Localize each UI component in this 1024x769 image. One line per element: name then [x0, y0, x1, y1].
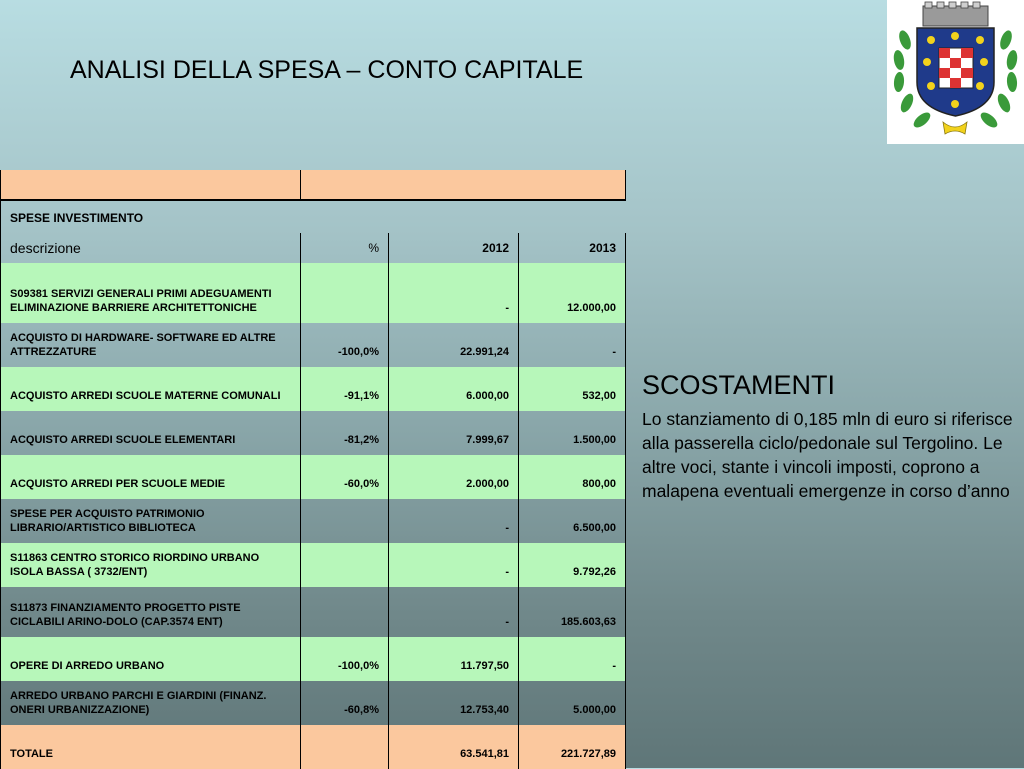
- row-pct: [301, 263, 389, 323]
- table-section-row: [1, 200, 626, 233]
- row-desc: ACQUISTO ARREDI PER SCUOLE MEDIE: [1, 455, 301, 499]
- total-label: TOTALE: [1, 725, 301, 769]
- page-title: ANALISI DELLA SPESA – CONTO CAPITALE: [70, 56, 584, 84]
- row-2013: 12.000,00: [519, 263, 626, 323]
- row-pct: -100,0%: [301, 323, 389, 367]
- row-2012: 12.753,40: [389, 681, 519, 725]
- row-desc: S11873 FINANZIAMENTO PROGETTO PISTE CICLABILI ARINO-DOLO (CAP.3574 ENT): [1, 587, 301, 637]
- row-pct: -91,1%: [301, 367, 389, 411]
- header-pct: %: [301, 233, 389, 263]
- row-2013: -: [519, 323, 626, 367]
- row-2013: 5.000,00: [519, 681, 626, 725]
- row-2012: 6.000,00: [389, 367, 519, 411]
- section-title: SPESE INVESTIMENTO: [1, 200, 626, 233]
- table-total-row: [1, 725, 626, 769]
- row-2012: -: [389, 543, 519, 587]
- row-desc: ACQUISTO ARREDI SCUOLE MATERNE COMUNALI: [1, 367, 301, 411]
- row-2012: -: [389, 587, 519, 637]
- coat-of-arms-logo: [887, 0, 1024, 144]
- table-row: [1, 263, 626, 323]
- row-2012: 7.999,67: [389, 411, 519, 455]
- expense-table: [0, 170, 626, 769]
- row-2013: 9.792,26: [519, 543, 626, 587]
- table-row: [1, 681, 626, 725]
- total-2012: 63.541,81: [389, 725, 519, 769]
- table-row: [1, 367, 626, 411]
- total-pct: [301, 725, 389, 769]
- header-2012: 2012: [389, 233, 519, 263]
- row-desc: ACQUISTO DI HARDWARE- SOFTWARE ED ALTRE ATTREZZATURE: [1, 323, 301, 367]
- row-pct: -100,0%: [301, 637, 389, 681]
- row-2013: 800,00: [519, 455, 626, 499]
- row-desc: ACQUISTO ARREDI SCUOLE ELEMENTARI: [1, 411, 301, 455]
- table-row: [1, 323, 626, 367]
- header-descrizione: descrizione: [1, 233, 301, 263]
- row-pct: [301, 499, 389, 543]
- row-pct: -81,2%: [301, 411, 389, 455]
- table-header-row: [1, 233, 626, 263]
- row-2012: 22.991,24: [389, 323, 519, 367]
- table-row: [1, 587, 626, 637]
- row-pct: -60,0%: [301, 455, 389, 499]
- row-desc: OPERE DI ARREDO URBANO: [1, 637, 301, 681]
- row-desc: S09381 SERVIZI GENERALI PRIMI ADEGUAMENTI ELIMINAZIONE BARRIERE ARCHITETTONICHE: [1, 263, 301, 323]
- row-2012: 11.797,50: [389, 637, 519, 681]
- row-desc: S11863 CENTRO STORICO RIORDINO URBANO ISOLA BASSA ( 3732/ENT): [1, 543, 301, 587]
- row-pct: [301, 587, 389, 637]
- table-row: [1, 637, 626, 681]
- scostamenti-heading: SCOSTAMENTI: [642, 370, 836, 400]
- table-top-band: [1, 170, 626, 200]
- row-2013: 185.603,63: [519, 587, 626, 637]
- row-pct: [301, 543, 389, 587]
- table-row: [1, 455, 626, 499]
- table-row: [1, 543, 626, 587]
- table-row: [1, 411, 626, 455]
- scostamenti-text: Lo stanziamento di 0,185 mln di euro si riferisce alla passerella ciclo/pedonale sul Tergolino. Le altre voci, stante i vincoli imposti, coprono a malapena eventuali emergenze in corso d’anno: [642, 409, 1013, 501]
- total-2013: 221.727,89: [519, 725, 626, 769]
- row-2013: 6.500,00: [519, 499, 626, 543]
- coat-of-arms-icon: [887, 0, 1024, 144]
- row-2012: -: [389, 263, 519, 323]
- row-pct: -60,8%: [301, 681, 389, 725]
- row-2013: -: [519, 637, 626, 681]
- row-2013: 1.500,00: [519, 411, 626, 455]
- row-desc: SPESE PER ACQUISTO PATRIMONIO LIBRARIO/ARTISTICO BIBLIOTECA: [1, 499, 301, 543]
- row-desc: ARREDO URBANO PARCHI E GIARDINI (FINANZ. ONERI URBANIZZAZIONE): [1, 681, 301, 725]
- table-row: [1, 499, 626, 543]
- header-2013: 2013: [519, 233, 626, 263]
- row-2013: 532,00: [519, 367, 626, 411]
- row-2012: -: [389, 499, 519, 543]
- row-2012: 2.000,00: [389, 455, 519, 499]
